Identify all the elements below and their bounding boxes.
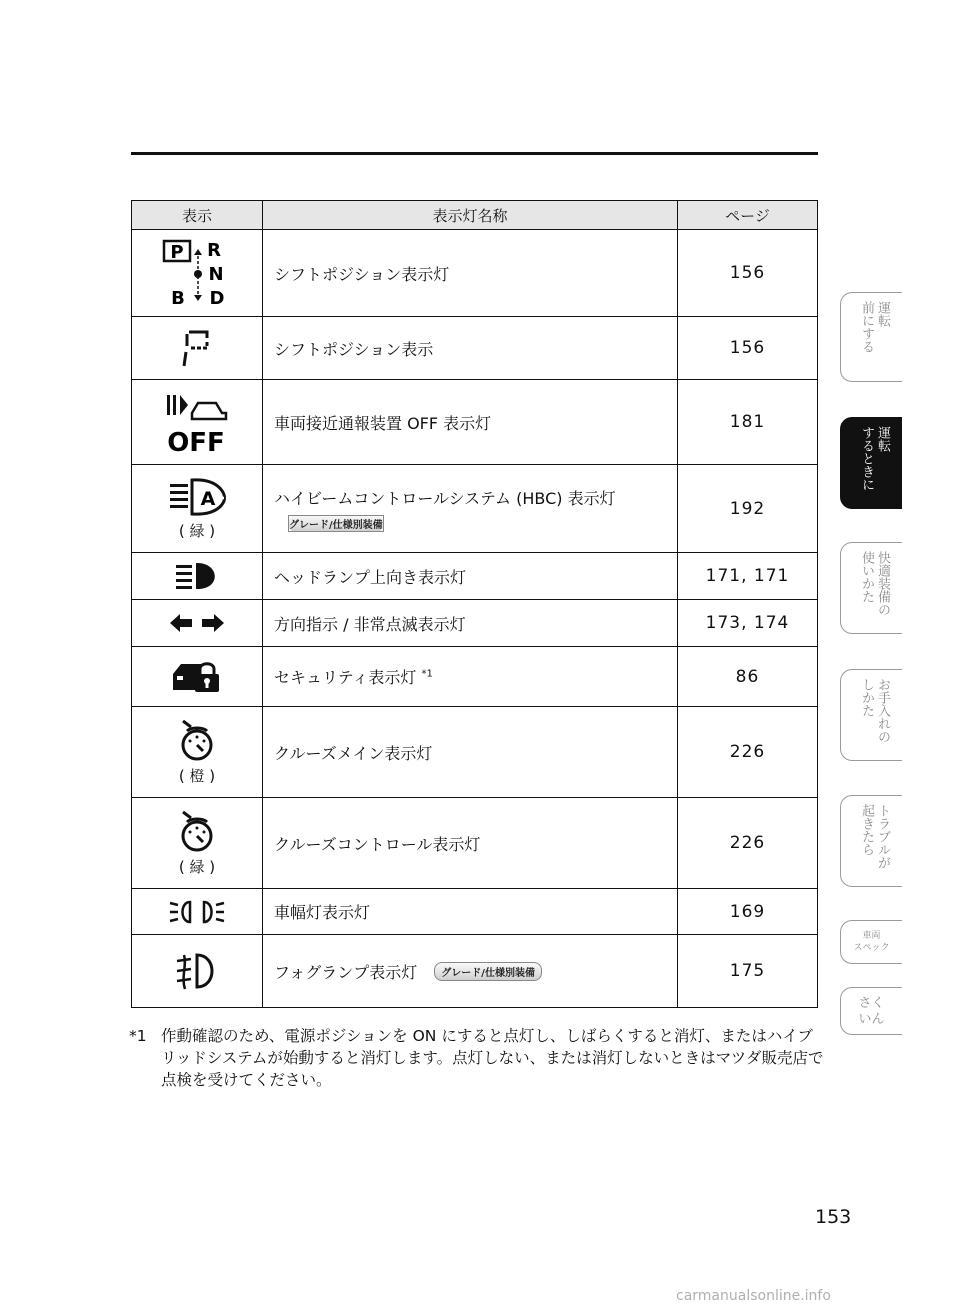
page-ref: 181 xyxy=(678,380,818,465)
svg-text:N: N xyxy=(208,264,224,285)
svg-text:B: B xyxy=(171,288,185,309)
page-ref: 169 xyxy=(678,889,818,935)
table-row xyxy=(132,317,818,380)
shift-position-indicator-icon xyxy=(162,237,232,309)
headlamp-high-beam-icon xyxy=(172,562,222,590)
page-ref: 171, 171 xyxy=(678,553,818,600)
tab-label-line: しかた xyxy=(859,678,874,717)
tab-label-line: 運転 xyxy=(875,426,890,452)
svg-text:OFF: OFF xyxy=(167,428,225,455)
icon-color-label: ( 緑 ) xyxy=(178,857,216,876)
table-row xyxy=(132,889,818,935)
indicator-name: セキュリティ表示灯 xyxy=(274,668,417,687)
table-row xyxy=(132,380,818,465)
tab-label-line: 運転 xyxy=(875,301,890,327)
tab-maintenance[interactable] xyxy=(840,669,902,761)
turn-signal-icon xyxy=(168,611,226,635)
tab-label-line: するときに xyxy=(859,426,874,491)
icon-cell xyxy=(132,465,263,553)
table-row xyxy=(132,707,818,798)
page-number: 153 xyxy=(815,1206,852,1228)
page-ref: 175 xyxy=(678,935,818,1008)
tab-before-driving[interactable] xyxy=(840,292,902,382)
grade-badge: グレード/仕様別装備 xyxy=(288,515,384,532)
grade-badge: グレード/仕様別装備 xyxy=(434,962,542,981)
page-ref: 192 xyxy=(678,465,818,553)
tab-label-line: 起きたら xyxy=(859,804,874,856)
indicator-name: 車幅灯表示灯 xyxy=(263,889,678,935)
tab-label-line: 使いかた xyxy=(859,551,874,603)
table-row xyxy=(132,230,818,317)
icon-color-label: ( 橙 ) xyxy=(178,766,216,785)
table-row xyxy=(132,553,818,600)
tab-label-line: 前にする xyxy=(859,301,874,353)
indicator-name: ヘッドランプ上向き表示灯 xyxy=(263,553,678,600)
page-ref: 226 xyxy=(678,798,818,889)
indicator-name-cell xyxy=(263,647,678,707)
vehicle-approach-warning-off-icon xyxy=(162,389,232,455)
icon-cell xyxy=(132,889,263,935)
svg-text:A: A xyxy=(200,488,216,510)
table-row xyxy=(132,465,818,553)
indicator-name-cell xyxy=(263,935,678,1008)
tab-label-line: スペック xyxy=(853,943,890,953)
header-page: ページ xyxy=(678,201,818,230)
svg-text:R: R xyxy=(207,240,221,261)
icon-cell xyxy=(132,380,263,465)
header-display: 表示 xyxy=(132,201,263,230)
top-rule xyxy=(131,152,818,155)
indicator-name: クルーズコントロール表示灯 xyxy=(263,798,678,889)
indicator-name: シフトポジション表示灯 xyxy=(263,230,678,317)
svg-text:D: D xyxy=(209,288,225,309)
tab-label xyxy=(841,930,902,954)
shift-position-display-icon xyxy=(177,326,217,370)
indicator-name: 方向指示 / 非常点滅表示灯 xyxy=(263,600,678,647)
table-row xyxy=(132,600,818,647)
table-row xyxy=(132,935,818,1008)
tab-index[interactable] xyxy=(840,987,902,1035)
tab-vehicle-specs[interactable] xyxy=(840,920,902,964)
indicator-table xyxy=(131,200,818,1008)
icon-cell xyxy=(132,935,263,1008)
footnote-text: 作動確認のため、電源ポジションを ON にすると点灯し、しばらくすると消灯、またはハイブリッドシステムが始動すると消灯します。点灯しない、または消灯しないときはマツダ販売店で点検を受けてください。 xyxy=(161,1027,824,1089)
icon-cell xyxy=(132,647,263,707)
icon-color-label: ( 緑 ) xyxy=(178,522,216,540)
tab-label-line: 車両 xyxy=(862,931,881,941)
icon-cell xyxy=(132,707,263,798)
table-header-row xyxy=(132,201,818,230)
high-beam-control-icon xyxy=(166,476,228,516)
indicator-name: 車両接近通報装置 OFF 表示灯 xyxy=(263,380,678,465)
cruise-main-icon xyxy=(177,719,217,761)
page-ref: 156 xyxy=(678,230,818,317)
indicator-name: ハイビームコントロールシステム (HBC) 表示灯 xyxy=(274,488,616,508)
tab-comfort-features[interactable] xyxy=(840,542,902,634)
indicator-name: フォグランプ表示灯 xyxy=(274,962,418,982)
tab-label-line: お手入れの xyxy=(875,678,890,743)
tab-label-line: 快適装備の xyxy=(875,551,890,616)
table-row xyxy=(132,647,818,707)
watermark: carmanualsonline.info xyxy=(676,1288,831,1304)
icon-cell xyxy=(132,230,263,317)
side-lamp-icon xyxy=(168,899,226,925)
table-row xyxy=(132,798,818,889)
tab-while-driving[interactable] xyxy=(840,417,902,509)
tab-label-line: トラブルが xyxy=(875,804,890,869)
cruise-control-icon xyxy=(177,810,217,852)
icon-cell xyxy=(132,600,263,647)
page-ref: 156 xyxy=(678,317,818,380)
page-ref: 86 xyxy=(678,647,818,707)
page-ref: 173, 174 xyxy=(678,600,818,647)
svg-text:P: P xyxy=(170,242,184,263)
fog-lamp-icon xyxy=(175,949,219,993)
security-icon xyxy=(171,660,223,694)
indicator-name: シフトポジション表示 xyxy=(263,317,678,380)
tab-label xyxy=(841,996,902,1028)
tab-troubleshooting[interactable] xyxy=(840,795,902,887)
tab-label-line: いん xyxy=(858,1012,885,1027)
indicator-name-cell xyxy=(263,465,678,553)
icon-cell xyxy=(132,798,263,889)
header-indicator-name: 表示灯名称 xyxy=(263,201,678,230)
footnote-ref: *1 xyxy=(421,668,433,680)
indicator-name: クルーズメイン表示灯 xyxy=(263,707,678,798)
icon-cell xyxy=(132,317,263,380)
icon-cell xyxy=(132,553,263,600)
footnote xyxy=(129,1025,824,1091)
footnote-mark: *1 xyxy=(129,1027,147,1045)
tab-label-line: さく xyxy=(858,996,885,1011)
page-ref: 226 xyxy=(678,707,818,798)
